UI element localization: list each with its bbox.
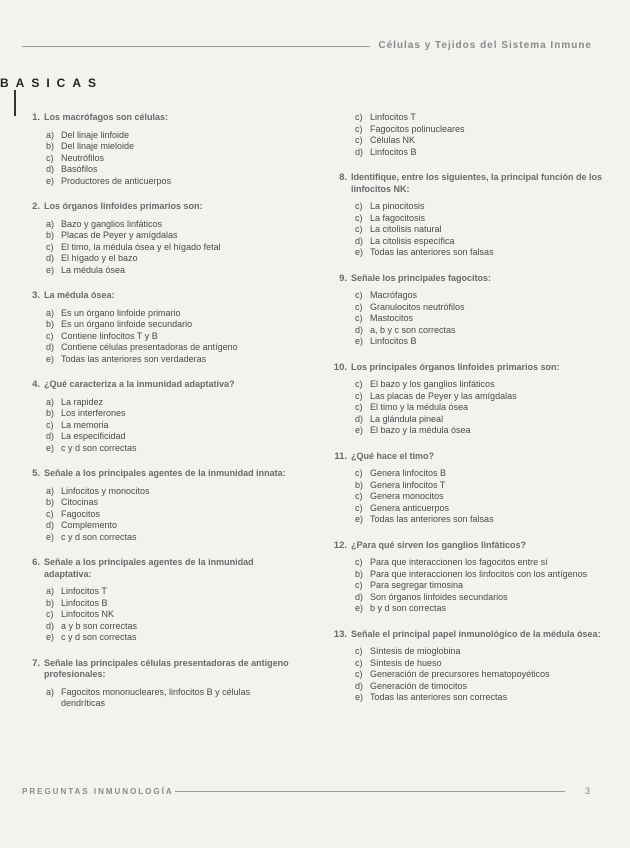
question — [325, 540, 615, 615]
option-label: a) — [46, 485, 55, 496]
section-title: BASICAS — [0, 76, 104, 90]
footer-rule — [175, 791, 565, 792]
option-text: Es un órgano linfoide primario — [61, 307, 181, 318]
option-label: c) — [355, 580, 363, 590]
option-label: d) — [46, 431, 55, 441]
option-text: El bazo y los ganglios linfáticos — [370, 379, 495, 389]
option-label: c) — [355, 669, 363, 679]
option-label: c) — [355, 201, 363, 211]
answer-option — [355, 247, 615, 259]
answer-option — [355, 201, 615, 213]
option-text: c y d son correctas — [61, 531, 137, 542]
question-text: Los principales órganos linfoides primarios son: — [351, 361, 560, 372]
option-label: c) — [46, 330, 54, 341]
option-text: El hígado y el bazo — [61, 253, 138, 263]
answer-option — [355, 379, 615, 391]
question — [22, 290, 292, 365]
option-label: e) — [46, 175, 55, 186]
option-label: b) — [46, 597, 55, 608]
answer-option — [46, 443, 292, 455]
answer-option — [355, 503, 615, 515]
question-text: La médula ósea: — [44, 290, 115, 300]
option-text: Las placas de Peyer y las amígdalas — [370, 390, 517, 401]
option-text: Genera linfocitos T — [370, 479, 446, 490]
option-label: c) — [355, 468, 363, 478]
option-label: a) — [46, 396, 55, 407]
answer-option — [355, 468, 615, 480]
option-text: Fagocitos polinucleares — [370, 123, 465, 134]
question-header — [325, 629, 615, 641]
answer-option — [355, 213, 615, 225]
option-text: Todas las anteriores son verdaderas — [61, 353, 207, 364]
answer-option — [46, 141, 292, 153]
continued-options — [325, 112, 615, 158]
question — [22, 658, 292, 710]
option-text: a, b y c son correctas — [370, 324, 456, 335]
option-text: La memoria — [61, 419, 109, 430]
answer-option — [355, 681, 615, 693]
answer-option — [46, 598, 292, 610]
option-text: Fagocitos — [61, 508, 101, 519]
option-label: c) — [46, 419, 54, 430]
question-number: 10. — [333, 361, 347, 373]
option-label: d) — [355, 235, 364, 246]
option-label: b) — [46, 408, 55, 418]
option-label: e) — [355, 603, 364, 613]
option-text: Los interferones — [61, 408, 126, 418]
answer-option — [46, 354, 292, 366]
option-text: Citocinas — [61, 497, 99, 507]
option-label: d) — [46, 620, 55, 631]
answer-option — [355, 414, 615, 426]
option-label: e) — [355, 514, 364, 524]
answer-option — [46, 520, 292, 532]
question-header — [325, 172, 615, 195]
option-text: Generación de precursores hematopoyéticos — [370, 669, 550, 679]
option-text: El timo, la médula ósea y el hígado fetal — [61, 241, 221, 252]
option-label: b) — [355, 568, 364, 579]
answer-option — [46, 586, 292, 598]
option-label: c) — [355, 379, 363, 389]
answer-option — [355, 325, 615, 337]
question-header — [22, 112, 292, 124]
question — [325, 629, 615, 704]
option-label: e) — [355, 336, 364, 346]
answer-option — [355, 135, 615, 147]
question — [325, 451, 615, 526]
option-text: La médula ósea — [61, 264, 126, 275]
question-number: 11. — [334, 450, 347, 462]
answer-option — [355, 514, 615, 526]
answer-option — [46, 242, 292, 254]
question-text: Identifique, entre los siguientes, la principal función de los linfocitos NK: — [351, 172, 603, 194]
option-text: Bazo y ganglios linfáticos — [61, 218, 163, 229]
answer-option — [46, 397, 292, 409]
option-text: Es un órgano linfoide secundario — [61, 319, 193, 329]
option-label: d) — [355, 413, 364, 424]
answer-option — [355, 580, 615, 592]
option-label: c) — [355, 135, 363, 145]
answer-option — [46, 164, 292, 176]
option-label: a) — [46, 218, 55, 229]
option-text: Generación de timocitos — [370, 680, 468, 691]
answer-option — [46, 532, 292, 544]
option-text: Síntesis de mioglobina — [370, 646, 461, 656]
option-text: Productores de anticuerpos — [61, 175, 172, 186]
option-label: b) — [46, 497, 55, 507]
option-text: Granulocitos neutrófilos — [370, 301, 465, 312]
option-text: b y d son correctas — [370, 603, 447, 613]
question — [22, 468, 292, 543]
option-text: c y d son correctas — [61, 442, 137, 453]
option-text: La pinocitosis — [370, 201, 425, 211]
answer-option — [46, 319, 292, 331]
answer-option — [46, 130, 292, 142]
answer-option — [355, 603, 615, 615]
option-label: d) — [355, 591, 364, 602]
question — [22, 379, 292, 454]
option-text: Linfocitos T — [61, 586, 107, 596]
option-label: c) — [355, 646, 363, 656]
answer-option — [355, 224, 615, 236]
question-number: 6. — [32, 557, 40, 568]
option-label: c) — [355, 301, 363, 312]
option-text: c y d son correctas — [61, 632, 137, 642]
option-text: Linfocitos B — [370, 146, 417, 157]
option-text: Para que interaccionen los linfocitos con los antígenos — [370, 568, 588, 579]
option-label: a) — [46, 586, 55, 596]
option-label: d) — [46, 164, 55, 174]
option-text: Del linaje mieloide — [61, 141, 135, 151]
question-number: 4. — [32, 379, 40, 390]
question-header — [22, 290, 292, 302]
right-questions — [325, 172, 615, 704]
question — [22, 201, 292, 276]
running-title: Células y Tejidos del Sistema Inmune — [378, 40, 592, 51]
footer-title: PREGUNTAS INMUNOLOGÍA — [22, 787, 174, 796]
option-text: Genera monocitos — [370, 491, 444, 501]
option-label: c) — [355, 557, 363, 567]
answer-option — [46, 219, 292, 231]
option-label: c) — [46, 241, 54, 252]
question-header — [325, 451, 615, 463]
answer-option — [46, 253, 292, 265]
option-text: Para que interaccionen los fagocitos entre sí — [370, 557, 548, 567]
question-number: 3. — [32, 290, 40, 301]
answer-option — [355, 313, 615, 325]
answer-option — [355, 592, 615, 604]
question-header — [22, 557, 292, 580]
answer-option — [355, 491, 615, 503]
option-text: Contiene linfocitos T y B — [61, 330, 158, 341]
option-text: El bazo y la médula ósea — [370, 425, 471, 435]
option-label: e) — [46, 442, 55, 453]
option-text: Contiene células presentadoras de antígeno — [61, 342, 238, 352]
option-text: a y b son correctas — [61, 620, 138, 631]
answer-option — [46, 632, 292, 644]
option-label: c) — [355, 657, 363, 668]
question-number: 7. — [32, 657, 40, 669]
answer-option — [355, 425, 615, 437]
question-number: 9. — [339, 272, 347, 284]
option-label: d) — [46, 342, 55, 352]
question-text: ¿Qué caracteriza a la inmunidad adaptativa? — [44, 379, 235, 389]
answer-option — [355, 236, 615, 248]
option-label: e) — [355, 247, 364, 257]
question — [325, 273, 615, 348]
option-label: d) — [46, 253, 55, 263]
option-text: Linfocitos T — [370, 112, 416, 122]
question-header — [22, 468, 292, 480]
option-text: Linfocitos B — [370, 336, 417, 346]
option-text: La glándula pineal — [370, 413, 444, 424]
page-number: 3 — [584, 786, 590, 796]
answer-option — [46, 486, 292, 498]
option-text: La especificidad — [61, 431, 126, 441]
answer-option — [46, 420, 292, 432]
answer-option — [46, 230, 292, 242]
option-text: Todas las anteriores son falsas — [370, 247, 494, 257]
option-text: Macrófagos — [370, 290, 418, 300]
option-text: Todas las anteriores son falsas — [370, 514, 494, 524]
answer-option — [46, 609, 292, 621]
answer-option — [355, 391, 615, 403]
option-text: Genera linfocitos B — [370, 468, 447, 478]
option-label: c) — [355, 212, 363, 223]
option-label: d) — [355, 146, 364, 157]
option-label: a) — [46, 307, 55, 318]
question-text: Señale a los principales agentes de la inmunidad adaptativa: — [44, 557, 254, 579]
answer-option — [355, 658, 615, 670]
option-text: Neutrófilos — [61, 152, 105, 163]
answer-option — [355, 646, 615, 658]
option-text: Basófilos — [61, 164, 98, 174]
option-text: Para segregar timosina — [370, 580, 464, 590]
question-text: Señale las principales células presentadoras de antígeno profesionales: — [44, 657, 289, 679]
right-column — [325, 112, 615, 718]
option-label: e) — [46, 353, 55, 364]
option-label: c) — [46, 508, 54, 519]
answer-option — [46, 331, 292, 343]
question-text: Los órganos linfoides primarios son: — [44, 201, 203, 211]
option-label: b) — [46, 319, 55, 329]
answer-option — [46, 497, 292, 509]
option-label: c) — [46, 152, 54, 163]
question-header — [22, 201, 292, 213]
question-header — [22, 658, 292, 681]
answer-option — [355, 480, 615, 492]
answer-option — [46, 265, 292, 277]
option-label: d) — [355, 680, 364, 691]
answer-option — [46, 408, 292, 420]
answer-option — [355, 669, 615, 681]
answer-option — [46, 621, 292, 633]
question-text: Señale el principal papel inmunológico de la médula ósea: — [351, 628, 601, 639]
option-label: a) — [46, 129, 55, 140]
section-bar — [14, 90, 16, 116]
question-header — [22, 379, 292, 391]
question-number: 1. — [32, 112, 40, 123]
option-label: c) — [355, 123, 363, 134]
question-text: ¿Para qué sirven los ganglios linfáticos? — [351, 539, 527, 550]
answer-option — [355, 402, 615, 414]
option-label: c) — [355, 290, 363, 300]
answer-option — [355, 112, 615, 124]
option-text: Linfocitos B — [61, 597, 108, 608]
question-header — [325, 362, 615, 374]
question-text: Los macrófagos son células: — [44, 112, 169, 122]
option-label: c) — [355, 313, 363, 323]
answer-option — [355, 692, 615, 704]
option-text: La citolisis específica — [370, 235, 455, 246]
option-text: Linfocitos NK — [61, 609, 115, 619]
answer-option — [355, 290, 615, 302]
option-label: b) — [46, 141, 55, 151]
answer-option — [46, 509, 292, 521]
answer-option — [46, 308, 292, 320]
option-label: e) — [46, 531, 55, 542]
option-text: Del linaje linfoide — [61, 129, 130, 140]
option-label: a) — [46, 686, 55, 697]
option-label: b) — [46, 230, 55, 240]
question-text: Señale los principales fagocitos: — [351, 272, 492, 283]
option-label: d) — [355, 324, 364, 335]
option-label: c) — [355, 224, 363, 234]
option-label: e) — [355, 425, 364, 435]
option-text: Todas las anteriores son correctas — [370, 692, 508, 702]
option-text: La citolisis natural — [370, 224, 442, 234]
option-text: Son órganos linfoides secundarios — [370, 591, 508, 602]
answer-option — [46, 176, 292, 188]
option-text: Mastocitos — [370, 313, 414, 323]
option-text: La fagocitosis — [370, 212, 426, 223]
question — [22, 557, 292, 644]
question — [325, 362, 615, 437]
option-label: c) — [355, 402, 363, 412]
question-number: 8. — [339, 172, 347, 183]
option-text: Complemento — [61, 520, 118, 530]
answer-option — [46, 153, 292, 165]
option-label: c) — [46, 609, 54, 619]
option-text: Síntesis de hueso — [370, 657, 442, 668]
option-text: La rapidez — [61, 396, 104, 407]
answer-option — [355, 302, 615, 314]
question-text: ¿Qué hace el timo? — [351, 450, 435, 461]
answer-option — [355, 557, 615, 569]
answer-option — [355, 124, 615, 136]
option-text: Fagocitos mononucleares, linfocitos B y células dendríticas — [61, 686, 251, 708]
option-label: c) — [355, 491, 363, 501]
question-number: 2. — [32, 201, 40, 212]
option-label: d) — [46, 520, 55, 530]
option-label: e) — [355, 692, 364, 702]
option-label: c) — [355, 112, 363, 122]
answer-option — [46, 687, 292, 710]
question — [325, 172, 615, 259]
option-label: c) — [355, 502, 363, 513]
option-text: Genera anticuerpos — [370, 502, 450, 513]
answer-option — [46, 342, 292, 354]
option-label: e) — [46, 264, 55, 275]
header-rule — [22, 46, 370, 47]
option-text: Placas de Peyer y amígdalas — [61, 230, 178, 240]
answer-option — [355, 336, 615, 348]
option-text: El timo y la médula ósea — [370, 402, 469, 412]
option-text: Células NK — [370, 135, 416, 145]
question-text: Señale a los principales agentes de la inmunidad innata: — [44, 468, 286, 478]
answer-option — [355, 569, 615, 581]
question-number: 12. — [333, 539, 347, 551]
left-column — [22, 112, 292, 724]
answer-option — [46, 431, 292, 443]
option-label: c) — [355, 390, 363, 401]
question-header — [325, 540, 615, 552]
question-header — [325, 273, 615, 285]
option-label: e) — [46, 632, 55, 642]
question-number: 5. — [32, 468, 40, 479]
question-number: 13. — [333, 628, 347, 640]
question — [22, 112, 292, 187]
option-text: Linfocitos y monocitos — [61, 485, 150, 496]
option-label: b) — [355, 479, 364, 490]
answer-option — [355, 147, 615, 159]
